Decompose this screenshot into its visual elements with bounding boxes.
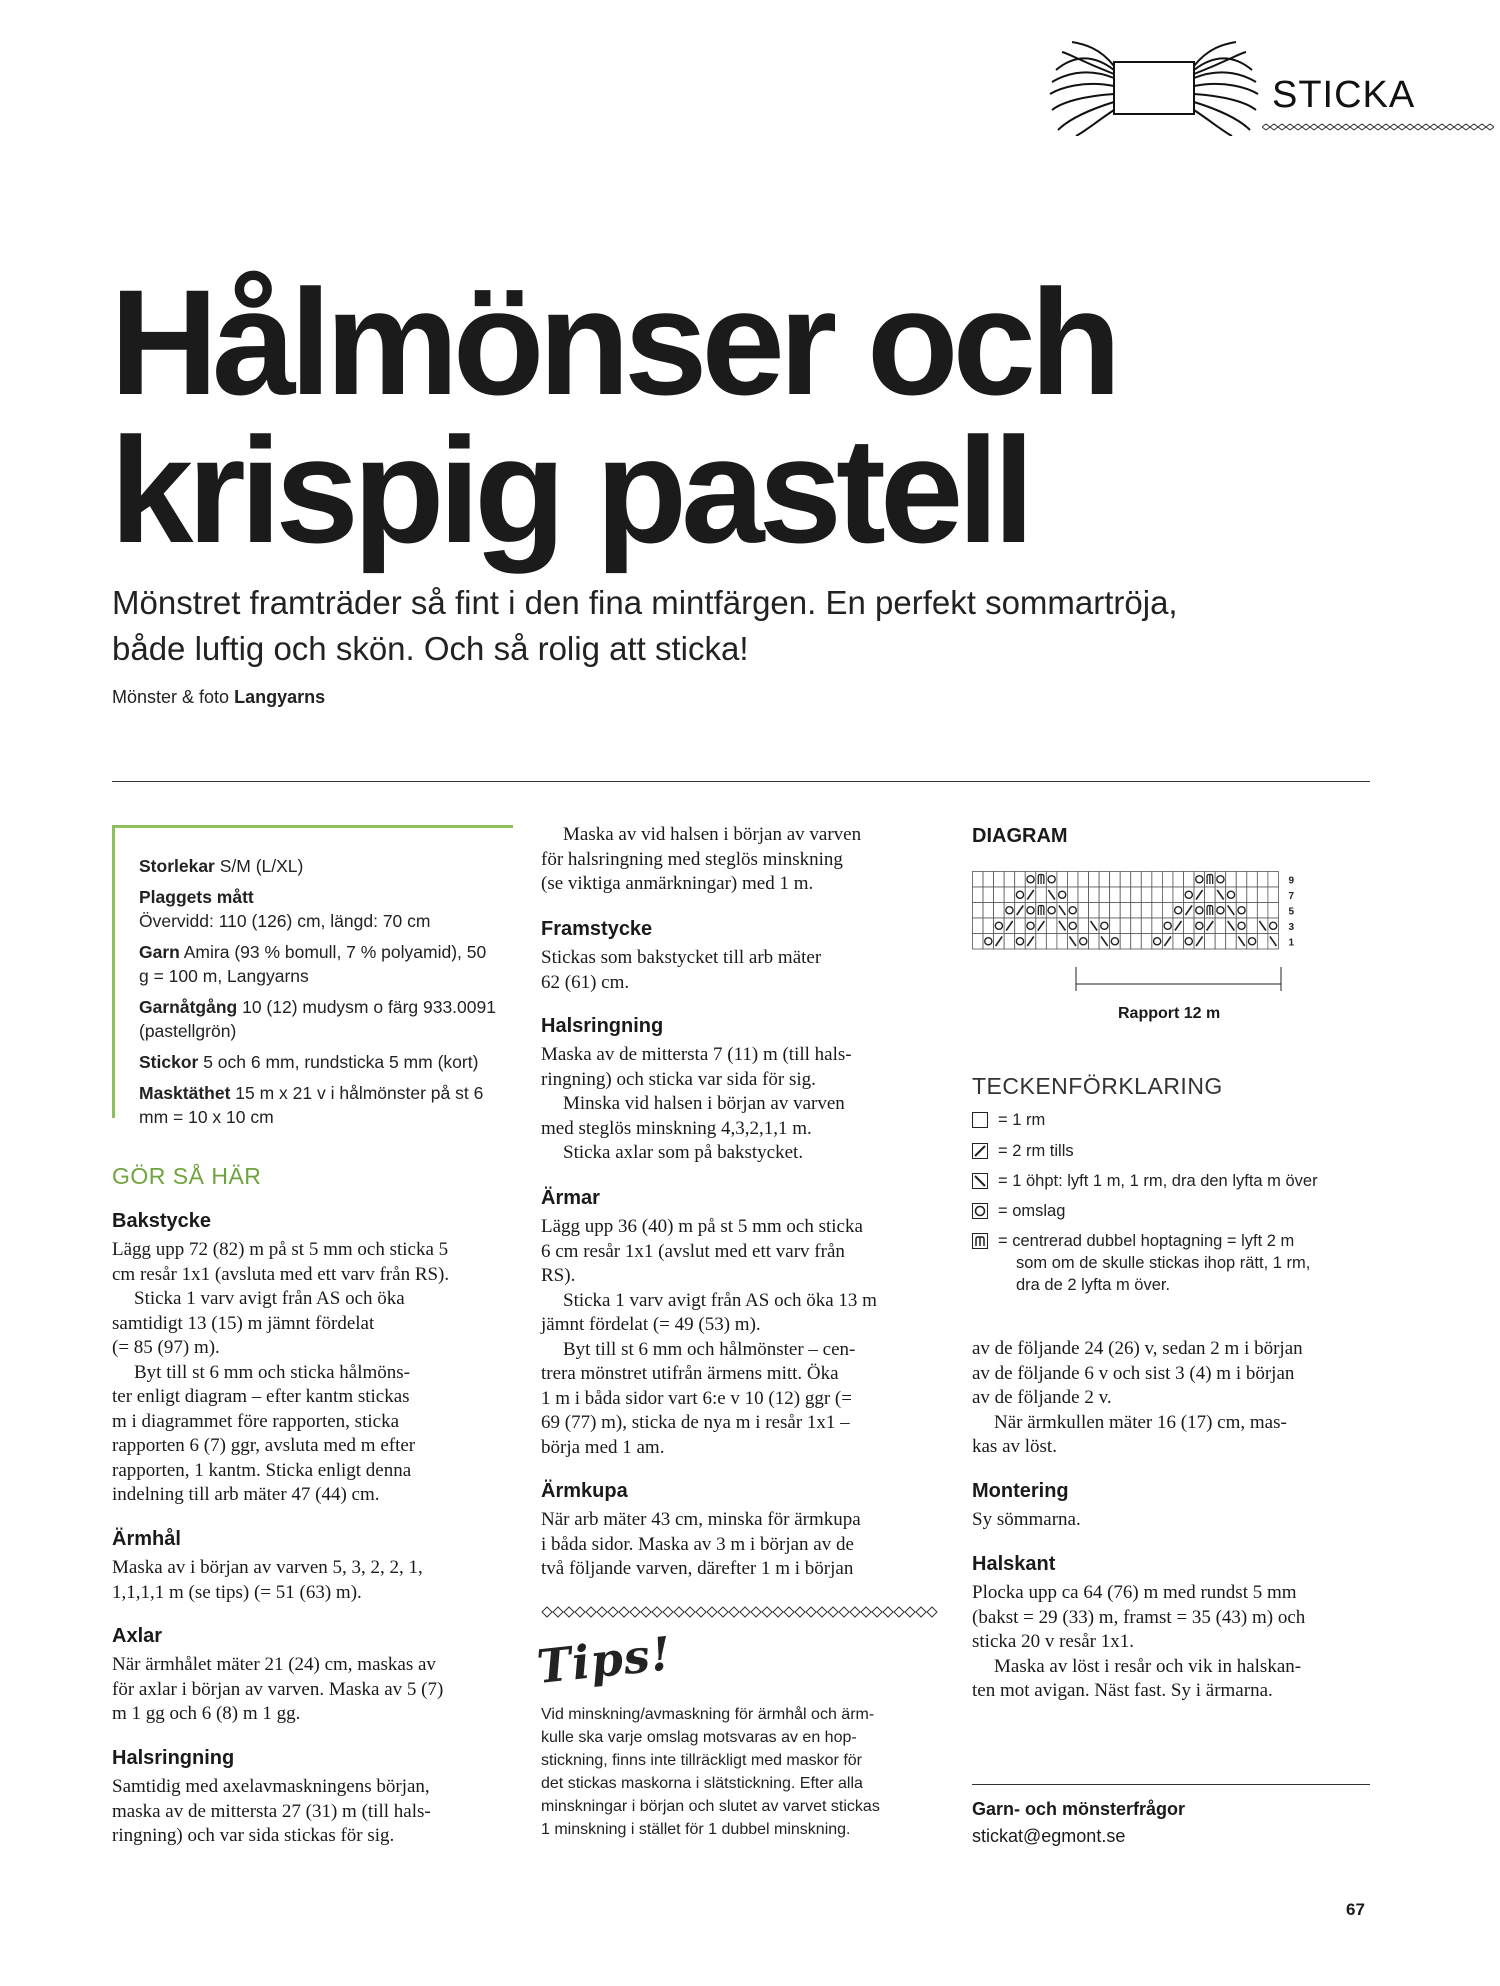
chart-cell bbox=[1131, 903, 1142, 919]
text-armkupa-cont: av de följande 24 (26) v, sedan 2 m i början av de följande 6 v och sist 3 (4) m i början av de följande 2 v. När ärmkullen mäter 16 (17) cm, mas- kas av löst. bbox=[972, 1338, 1303, 1457]
chart-cell bbox=[1268, 872, 1279, 888]
credit-name: Langyarns bbox=[234, 687, 326, 707]
chart-cell bbox=[983, 872, 994, 888]
circle-square-icon bbox=[972, 1203, 988, 1219]
chart-cell bbox=[1152, 918, 1163, 934]
heading-halskant: Halskant bbox=[972, 1553, 1056, 1575]
chart-cell bbox=[1004, 872, 1015, 888]
intro-text bbox=[112, 580, 1312, 672]
chart-cell bbox=[1141, 872, 1152, 888]
heading-armar: Ärmar bbox=[541, 1187, 600, 1209]
chart-row-number: 3 bbox=[1288, 921, 1295, 933]
divider bbox=[112, 781, 1370, 782]
chart-row-number: 5 bbox=[1288, 906, 1295, 918]
chart-cell bbox=[1268, 887, 1279, 903]
chart-cell bbox=[973, 934, 984, 950]
chart-cell bbox=[1205, 934, 1216, 950]
chart-cell bbox=[1078, 903, 1089, 919]
info-storlekar: Storlekar S/M (L/XL) bbox=[139, 856, 304, 876]
chart-cell bbox=[1015, 872, 1026, 888]
chart-cell bbox=[1205, 887, 1216, 903]
chart-cell bbox=[1141, 934, 1152, 950]
chart-cell bbox=[1089, 887, 1100, 903]
chart-cell bbox=[1131, 934, 1142, 950]
empty-square-icon bbox=[972, 1112, 988, 1128]
chart-cell bbox=[1236, 887, 1247, 903]
credit bbox=[112, 687, 325, 708]
chart-cell bbox=[1141, 903, 1152, 919]
chart-cell bbox=[1099, 903, 1110, 919]
chart-cell bbox=[1226, 934, 1237, 950]
chart-cell bbox=[1162, 887, 1173, 903]
chart-cell bbox=[1152, 887, 1163, 903]
heading-axlar: Axlar bbox=[112, 1625, 163, 1647]
chart-cell bbox=[1215, 918, 1226, 934]
chart-cell bbox=[1046, 934, 1057, 950]
info-garn: Garn Amira (93 % bomull, 7 % polyamid), 50 g = 100 m, Langyarns bbox=[139, 942, 487, 986]
chart-cell bbox=[1184, 872, 1195, 888]
slash-square-icon bbox=[972, 1143, 988, 1159]
chart-cell bbox=[1152, 903, 1163, 919]
yarn-skein-icon bbox=[1048, 40, 1260, 136]
chart-row-number: 1 bbox=[1288, 937, 1295, 949]
chart-cell bbox=[1036, 887, 1047, 903]
text-halsringning-2: Maska av de mittersta 7 (11) m (till hals- ringning) och sticka var sida för sig. Minska vid halsen i början av varven med steglös minskning 4,3,2,1,1 m. Sticka axlar som på bakstycket. bbox=[541, 1044, 852, 1163]
info-stickor: Stickor 5 och 6 mm, rundsticka 5 mm (kort) bbox=[139, 1052, 479, 1072]
intro-line-1: Mönstret framträder så fint i den fina mintfärgen. En perfekt sommartröja, bbox=[112, 584, 1178, 621]
diagram-title: DIAGRAM bbox=[972, 825, 1068, 847]
chart-cell bbox=[1089, 934, 1100, 950]
chart-cell bbox=[994, 903, 1005, 919]
chart-cell bbox=[1110, 887, 1121, 903]
chart-cell bbox=[1046, 918, 1057, 934]
chart-cell bbox=[1057, 872, 1068, 888]
contact-email[interactable]: stickat@egmont.se bbox=[972, 1826, 1126, 1846]
text-framstycke: Stickas som bakstycket till arb mäter 62 (61) cm. bbox=[541, 947, 822, 993]
zigzag-divider bbox=[1262, 122, 1494, 132]
chart-cell bbox=[973, 872, 984, 888]
chart-cell bbox=[1078, 872, 1089, 888]
chart-cell bbox=[1173, 872, 1184, 888]
chart-cell bbox=[973, 903, 984, 919]
text-armhal: Maska av i början av varven 5, 3, 2, 2, 1, 1,1,1,1 m (se tips) (= 51 (63) m). bbox=[112, 1557, 423, 1603]
chart-cell bbox=[1131, 918, 1142, 934]
chart-cell bbox=[1099, 872, 1110, 888]
text-halskant: Plocka upp ca 64 (76) m med rundst 5 mm (bakst = 29 (33) m, framst = 35 (43) m) och sticka 20 v resår 1x1. Maska av löst i resår och vik in halskan- ten mot avigan. Näst fast. Sy i ärmarna. bbox=[972, 1582, 1306, 1701]
chart-cell bbox=[1247, 903, 1258, 919]
chart-cell bbox=[1078, 918, 1089, 934]
chart-cell bbox=[983, 918, 994, 934]
chart-cell bbox=[1110, 903, 1121, 919]
backslash-square-icon bbox=[972, 1173, 988, 1189]
title-line-2: krispig pastell bbox=[110, 406, 1029, 574]
chart-cell bbox=[1247, 872, 1258, 888]
rapport-label: Rapport 12 m bbox=[1118, 1005, 1221, 1022]
chart-cell bbox=[1110, 918, 1121, 934]
chart-cell bbox=[983, 903, 994, 919]
chart-cell bbox=[994, 887, 1005, 903]
chart-cell bbox=[1162, 903, 1173, 919]
tips-text: Vid minskning/avmaskning för ärmhål och ärm- kulle ska varje omslag motsvaras av en hop- stickning, finns inte tillräckligt med maskor för det stickas maskorna i slätstickning. Efter alla minskningar i början och slutet av varvet stickas 1 minskning i stället för 1 dubbel minskning. bbox=[541, 1706, 880, 1838]
credit-prefix: Mönster & foto bbox=[112, 687, 230, 707]
heading-armkupa: Ärmkupa bbox=[541, 1480, 628, 1502]
chart-cell bbox=[1162, 872, 1173, 888]
heading-bakstycke: Bakstycke bbox=[112, 1210, 211, 1232]
chart-cell bbox=[1015, 918, 1026, 934]
text-halsringning: Samtidig med axelavmaskningens början, maska av de mittersta 27 (31) m (till hals- ringning) och var sida stickas för sig. bbox=[112, 1776, 431, 1846]
chart-cell bbox=[994, 872, 1005, 888]
page-number: 67 bbox=[1346, 1900, 1365, 1919]
contact-title: Garn- och mönsterfrågor bbox=[972, 1799, 1186, 1819]
chart-cell bbox=[1036, 934, 1047, 950]
chart-cell bbox=[1078, 887, 1089, 903]
chart-cell bbox=[1173, 887, 1184, 903]
chart-cell bbox=[1236, 872, 1247, 888]
chart-cell bbox=[1004, 887, 1015, 903]
text-armkupa: När arb mäter 43 cm, minska för ärmkupa i båda sidor. Maska av 3 m i början av de två följande varven, därefter 1 m i början bbox=[541, 1509, 861, 1579]
heading-framstycke: Framstycke bbox=[541, 918, 653, 940]
page-title bbox=[110, 258, 1410, 574]
chart-row-number: 7 bbox=[1288, 890, 1295, 902]
chart-cell bbox=[1004, 934, 1015, 950]
tips-divider bbox=[540, 1605, 940, 1619]
section-heading: GÖR SÅ HÄR bbox=[112, 1163, 262, 1189]
heading-armhal: Ärmhål bbox=[112, 1528, 181, 1550]
knitting-chart bbox=[972, 871, 1372, 991]
chart-cell bbox=[1120, 872, 1131, 888]
info-masktathet: Masktäthet 15 m x 21 v i hålmönster på st 6 mm = 10 x 10 cm bbox=[139, 1083, 484, 1127]
chart-cell bbox=[1257, 934, 1268, 950]
chart-cell bbox=[1257, 887, 1268, 903]
chart-cell bbox=[1257, 872, 1268, 888]
text-montering: Sy sömmarna. bbox=[972, 1509, 1081, 1530]
section-label: STICKA bbox=[1272, 74, 1416, 116]
chart-cell bbox=[1173, 934, 1184, 950]
info-matt: Plaggets mått Övervidd: 110 (126) cm, längd: 70 cm bbox=[139, 887, 431, 931]
divider bbox=[972, 1784, 1370, 1785]
chart-cell bbox=[1057, 934, 1068, 950]
legend-title: TECKENFÖRKLARING bbox=[972, 1073, 1223, 1099]
info-garnatgang: Garnåtgång 10 (12) mudysm o färg 933.0091 (pastellgrön) bbox=[139, 997, 496, 1041]
chart-cell bbox=[1099, 887, 1110, 903]
chart-cell bbox=[1089, 903, 1100, 919]
chart-cell bbox=[1226, 872, 1237, 888]
chart-cell bbox=[1120, 903, 1131, 919]
chart-cell bbox=[973, 887, 984, 903]
chart-cell bbox=[1141, 918, 1152, 934]
double-dec-square-icon bbox=[972, 1233, 988, 1249]
chart-cell bbox=[1067, 872, 1078, 888]
chart-cell bbox=[1152, 872, 1163, 888]
text-armar: Lägg upp 36 (40) m på st 5 mm och sticka 6 cm resår 1x1 (avslut med ett varv från RS). Sticka 1 varv avigt från AS och öka 13 m jämnt fördelat (= 49 (53) m). Byt till st 6 mm och hålmönster – cen- trera mönstret utifrån ärmens mitt. Öka 1 m i båda sidor vart 6:e v 10 (12) ggr (= 69 (77) m), sticka de nya m i resår 1x1 – börja med 1 am. bbox=[541, 1216, 877, 1458]
chart-cell bbox=[1257, 903, 1268, 919]
chart-cell bbox=[1141, 887, 1152, 903]
heading-montering: Montering bbox=[972, 1480, 1069, 1502]
chart-row-number: 9 bbox=[1288, 875, 1295, 887]
title-line-1: Hålmönser och bbox=[110, 258, 1116, 426]
heading-halsringning: Halsringning bbox=[112, 1747, 235, 1769]
text-hals-intro: Maska av vid halsen i början av varven för halsringning med steglös minskning (se viktiga anmärkningar) med 1 m. bbox=[541, 824, 862, 894]
chart-cell bbox=[1120, 887, 1131, 903]
chart-cell bbox=[1120, 918, 1131, 934]
chart-cell bbox=[1120, 934, 1131, 950]
tips-title: Tips! bbox=[534, 1626, 675, 1694]
info-box bbox=[112, 825, 513, 1127]
text-bakstycke: Lägg upp 72 (82) m på st 5 mm och sticka 5 cm resår 1x1 (avsluta med ett varv från RS). Sticka 1 varv avigt från AS och öka samtidigt 13 (15) m jämnt fördelat (= 85 (97) m). Byt till st 6 mm och sticka hålmöns- ter enligt diagram – efter kantm stickas m i diagrammet före rapporten, sticka rapporten 6 (7) ggr, avsluta med m efter rapporten, 1 kantm. Sticka enligt denna indelning till arb mäter 47 (44) cm. bbox=[112, 1239, 450, 1505]
chart-cell bbox=[1110, 872, 1121, 888]
chart-cell bbox=[1131, 887, 1142, 903]
chart-cell bbox=[983, 887, 994, 903]
chart-cell bbox=[1247, 918, 1258, 934]
chart-cell bbox=[1184, 918, 1195, 934]
chart-cell bbox=[1089, 872, 1100, 888]
chart-cell bbox=[1268, 903, 1279, 919]
heading-halsringning-2: Halsringning bbox=[541, 1015, 664, 1037]
chart-cell bbox=[973, 918, 984, 934]
text-axlar: När ärmhålet mäter 21 (24) cm, maskas av för axlar i början av varven. Maska av 5 (7) m 1 gg och 6 (8) m 1 gg. bbox=[112, 1654, 444, 1724]
chart-cell bbox=[1247, 887, 1258, 903]
chart-cell bbox=[1215, 934, 1226, 950]
chart-cell bbox=[1067, 887, 1078, 903]
chart-cell bbox=[1131, 872, 1142, 888]
intro-line-2: både luftig och skön. Och så rolig att sticka! bbox=[112, 630, 749, 667]
